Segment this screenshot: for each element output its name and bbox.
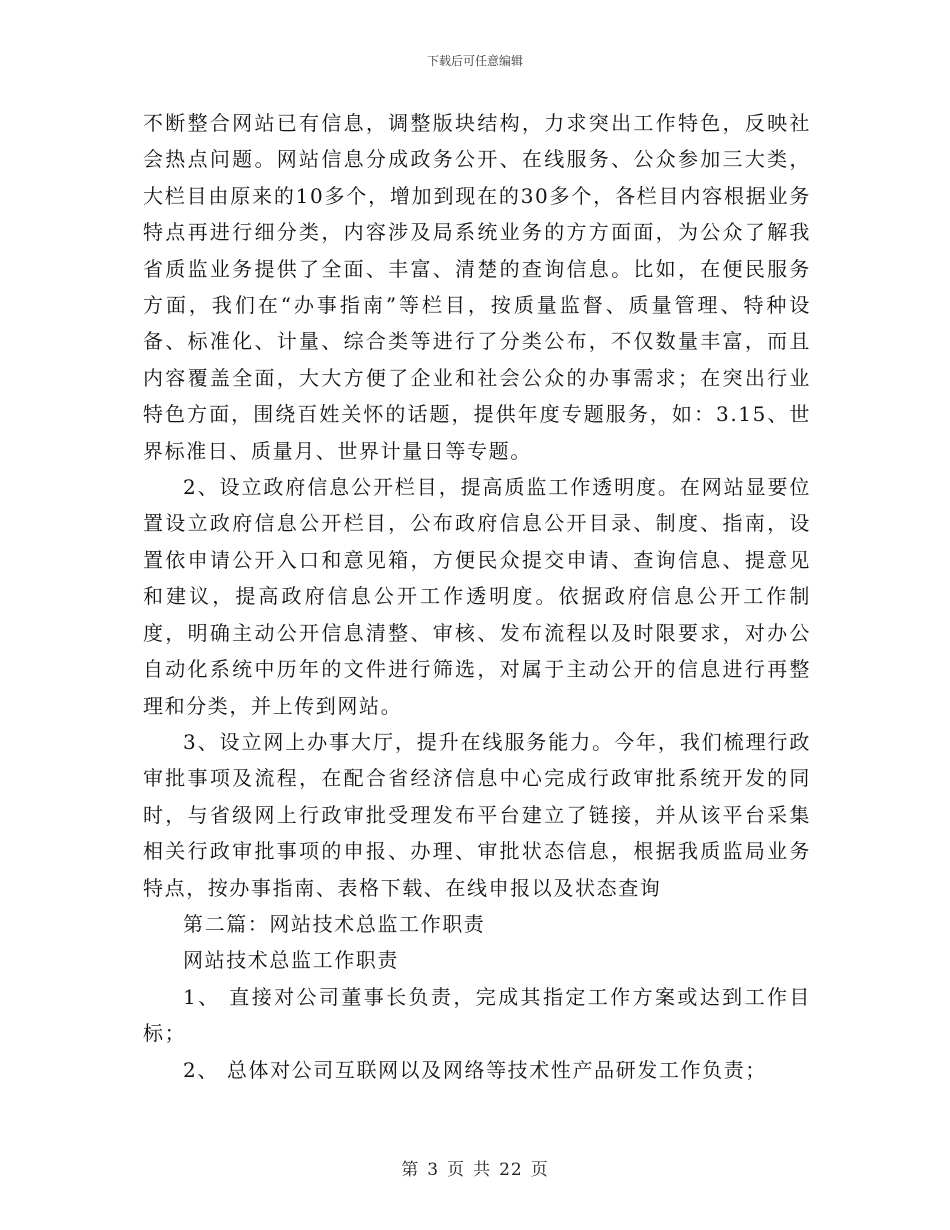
- paragraph-3: 3、设立网上办事大厅，提升在线服务能力。今年，我们梳理行政审批事项及流程，在配合省经济信息中心完成行政审批系统开发的同时，与省级网上行政审批受理发布平台建立了链接，并从该平台采集相关行政审批事项的申报、办理、审批状态信息，根据我质监局业务特点，按办事指南、表格下载、在线申报以及状态查询: [143, 729, 811, 900]
- footer-page-label: 页: [447, 1160, 466, 1180]
- page-header: 下载后可任意编辑: [426, 54, 523, 68]
- footer-total-label: 共: [473, 1160, 492, 1180]
- paragraph-1: 不断整合网站已有信息，调整版块结构，力求突出工作特色，反映社会热点问题。网站信息分成政务公开、在线服务、公众参加三大类，大栏目由原来的10多个，增加到现在的30多个，各栏目内容根据业务特点再进行细分类，内容涉及局系统业务的方方面面，为公众了解我省质监业务提供了全面、丰富、清楚的查询信息。比如，在便民服务方面，我们在“办事指南”等栏目，按质量监督、质量管理、特种设备、标准化、计量、综合类等进行了分类公布，不仅数量丰富，而且内容覆盖全面，大大方便了企业和社会公众的办事需求；在突出行业特色方面，围绕百姓关怀的话题，提供年度专题服务，如：3.15、世界标准日、质量月、世界计量日等专题。: [143, 111, 811, 463]
- paragraph-2: 2、设立政府信息公开栏目，提高质监工作透明度。在网站显要位置设立政府信息公开栏目，公布政府信息公开目录、制度、指南，设置依申请公开入口和意见箱，方便民众提交申请、查询信息、提意见和建议，提高政府信息公开工作透明度。依据政府信息公开工作制度，明确主动公开信息清整、审核、发布流程以及时限要求，对办公自动化系统中历年的文件进行筛选，对属于主动公开的信息进行再整理和分类，并上传到网站。: [143, 475, 811, 718]
- page-footer: [0, 1155, 950, 1180]
- list-item-2: 2、 总体对公司互联网以及网络等技术性产品研发工作负责；: [183, 1057, 767, 1082]
- list-item-1: 1、 直接对公司董事长负责，完成其指定工作方案或达到工作目标；: [143, 984, 811, 1046]
- footer-total-pages: 22: [499, 1160, 523, 1180]
- section-title: 网站技术总监工作职责: [183, 948, 399, 973]
- document-body: [143, 105, 811, 1088]
- footer-page-number: 3: [427, 1160, 440, 1180]
- footer-prefix: 第: [401, 1160, 420, 1180]
- section-heading: 第二篇：网站技术总监工作职责: [183, 911, 486, 936]
- footer-suffix: 页: [530, 1160, 549, 1180]
